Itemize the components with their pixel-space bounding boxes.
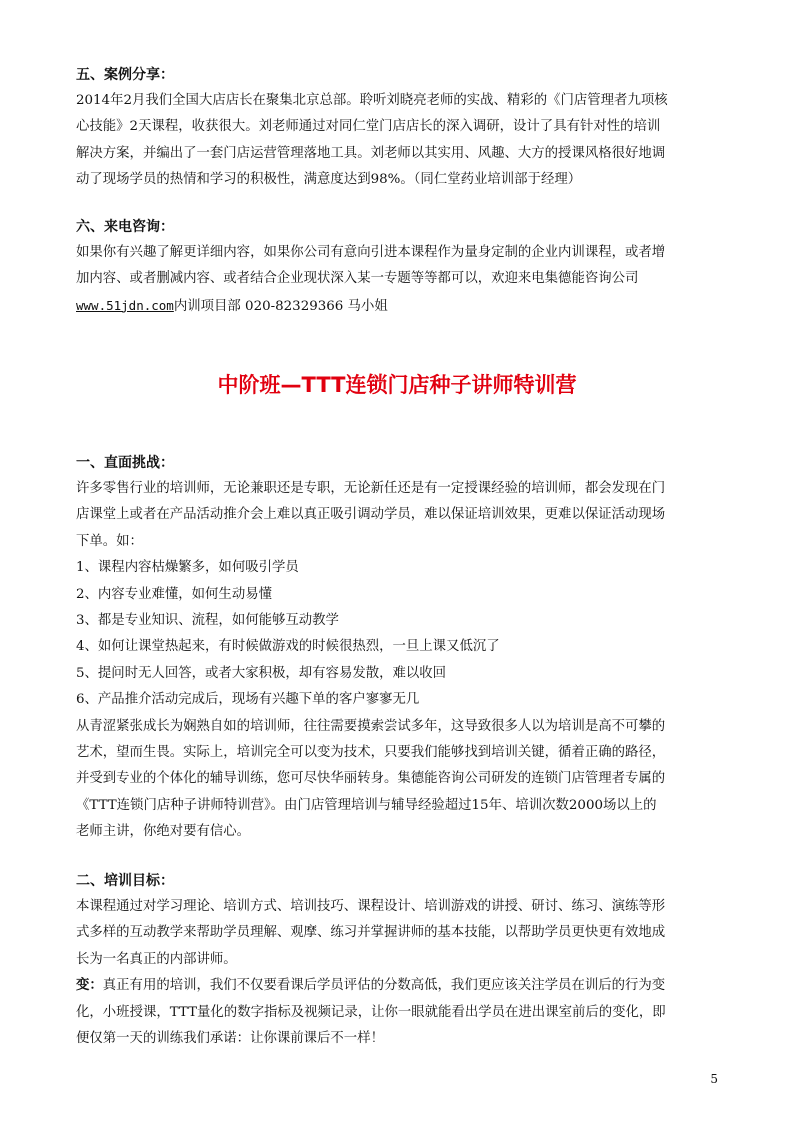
section-heading: 六、来电咨询： [76,219,174,235]
section-challenges [76,450,726,845]
text-line: 许多零售行业的培训师，无论兼职还是专职，无论新任还是有一定授课经验的培训师，都会发现在门 [76,481,666,496]
contact-line [76,293,726,319]
text-line: 并受到专业的个体化的辅导训练，您可尽快华丽转身。集德能咨询公司研发的连锁门店管理者专属的 [76,771,666,787]
list-item: 3、都是专业知识、流程，如何能够互动教学 [76,612,339,628]
text-line: 本课程通过对学习理论、培训方式、培训技巧、课程设计、培训游戏的讲授、研讨、练习、演练等形 [76,899,666,914]
section-heading: 二、培训目标： [76,873,174,889]
section-heading: 五、案例分享： [76,67,174,83]
section-heading: 一、直面挑战： [76,455,174,471]
text-line: 化，小班授课，TTT量化的数字指标及视频记录，让你一眼就能看出学员在进出课室前后的变化，即 [76,1004,666,1020]
text-line: 店课堂上或者在产品活动推介会上难以真正吸引调动学员，难以保证培训效果，更难以保证活动现场 [76,507,666,523]
section-body [76,894,726,1052]
text-line: 老师主讲，你绝对要有信心。 [76,824,251,840]
text-line: 动了现场学员的热情和学习的积极性，满意度达到98%。（同仁堂药业培训部于经理） [76,172,582,188]
text-line: 艺术，望而生畏。实际上，培训完全可以变为技术，只要我们能够找到培训关键，循着正确的路径， [76,744,666,760]
section-body [76,88,726,194]
list-item: 2、内容专业难懂，如何生动易懂 [76,586,272,602]
section-training-goals [76,868,726,1052]
text-line: 解决方案，并编出了一套门店运营管理落地工具。刘老师以其实用、风趣、大方的授课风格很好地调 [76,145,666,161]
section-phone-consult [76,214,726,319]
section-body [76,240,726,319]
section-body [76,476,726,845]
list-item: 1、课程内容枯燥繁多，如何吸引学员 [76,560,299,576]
website-link[interactable]: www.51jdn.com [76,297,174,313]
text-line: 2014年2月我们全国大店店长在聚集北京总部。聆听刘晓亮老师的实战、精彩的《门店管理者九项核 [76,93,668,108]
course-title: 中阶班—TTT连锁门店种子讲师特训营 [217,373,577,397]
text-line: 长为一名真正的内部讲师。 [76,951,237,967]
list-item: 5、提问时无人回答，或者大家积极，却有容易发散，难以收回 [76,665,447,681]
text-line: 从青涩紧张成长为娴熟自如的培训师，往往需要摸索尝试多年，这导致很多人以为培训是高不可攀的 [76,718,666,734]
text-line: 《TTT连锁门店种子讲师特训营》。由门店管理培训与辅导经验超过15年、培训次数2000场以上的 [76,797,657,813]
change-label: 变： [76,978,103,994]
text-line: 如果你有兴趣了解更详细内容，如果你公司有意向引进本课程作为量身定制的企业内训课程，或者增 [76,245,666,260]
text-line: 下单。如： [76,533,143,549]
text-line [76,973,726,999]
section-case-sharing [76,62,726,194]
text-line: 便仅第一天的训练我们承诺：让你课前课后不一样！ [76,1030,384,1046]
page-number: 5 [710,1072,718,1086]
change-text: 真正有用的培训，我们不仅要看课后学员评估的分数高低，我们更应该关注学员在训后的行为变 [102,978,666,994]
text-line: 心技能》2天课程，收获很大。刘老师通过对同仁堂门店店长的深入调研，设计了具有针对性的培训 [76,119,661,135]
list-item: 6、产品推介活动完成后，现场有兴趣下单的客户寥寥无几 [76,692,420,708]
list-item: 4、如何让课堂热起来，有时候做游戏的时候很热烈，一旦上课又低沉了 [76,639,500,655]
text-line: 式多样的互动教学来帮助学员理解、观摩、练习并掌握讲师的基本技能，以帮助学员更快更有效地成 [76,925,666,941]
text-line: 加内容、或者删减内容、或者结合企业现状深入某一专题等等都可以，欢迎来电集德能咨询公司 [76,271,639,287]
contact-info: 内训项目部 020-82329366 马小姐 [173,298,388,314]
